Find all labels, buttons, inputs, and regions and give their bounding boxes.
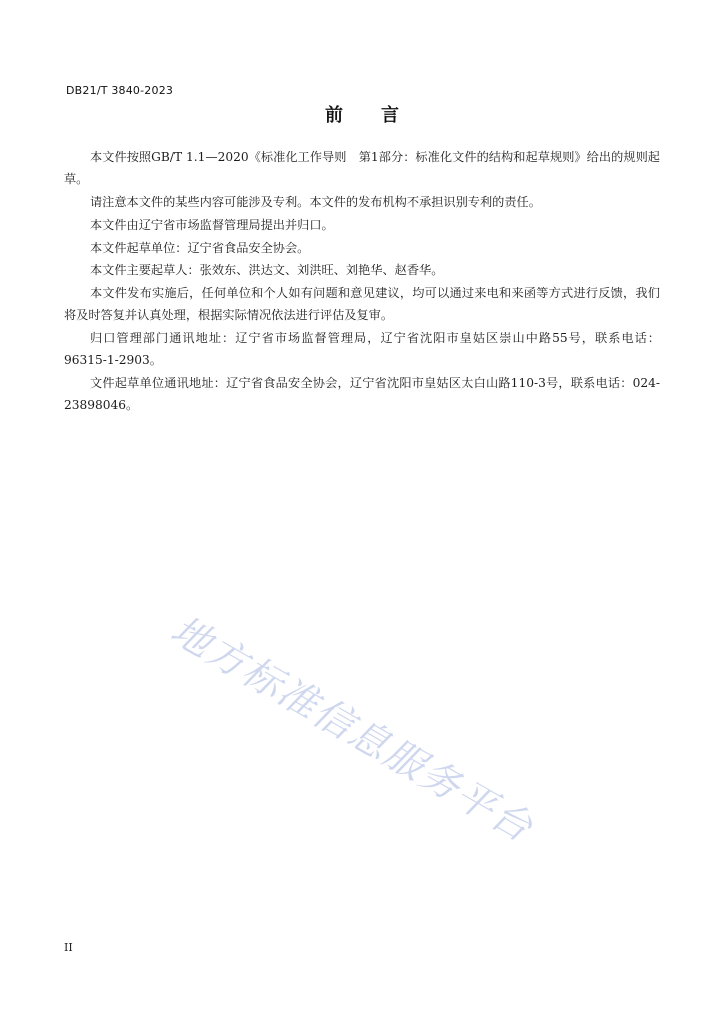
title-char-1: 前 — [325, 105, 343, 126]
paragraph-proposer: 本文件由辽宁省市场监督管理局提出并归口。 — [90, 217, 334, 232]
foreword-body — [64, 146, 660, 417]
page-number: II — [64, 941, 73, 954]
watermark: 地方标准信息服务平台 — [163, 607, 541, 852]
paragraph-drafter-address: 文件起草单位通讯地址：辽宁省食品安全协会，辽宁省沈阳市皇姑区太白山路110-3号，联系电话：024-23898046。 — [64, 376, 660, 413]
document-code: DB21/T 3840-2023 — [66, 84, 174, 97]
paragraph-drafting-rules: 本文件按照GB/T 1.1—2020《标准化工作导则 第1部分：标准化文件的结构和起草规则》给出的规则起草。 — [64, 150, 660, 187]
paragraph-admin-address: 归口管理部门通讯地址：辽宁省市场监督管理局，辽宁省沈阳市皇姑区崇山中路55号，联系电话：96315-1-2903。 — [64, 331, 660, 368]
page-title — [0, 101, 724, 127]
paragraph-feedback: 本文件发布实施后，任何单位和个人如有问题和意见建议，均可以通过来电和来函等方式进行反馈，我们将及时答复并认真处理，根据实际情况依法进行评估及复审。 — [64, 286, 660, 323]
paragraph-drafting-unit: 本文件起草单位：辽宁省食品安全协会。 — [90, 240, 310, 255]
paragraph-drafters: 本文件主要起草人：张效东、洪达文、刘洪旺、刘艳华、赵香华。 — [90, 263, 444, 278]
paragraph-patent-notice: 请注意本文件的某些内容可能涉及专利。本文件的发布机构不承担识别专利的责任。 — [90, 195, 541, 209]
title-char-2: 言 — [381, 105, 399, 126]
